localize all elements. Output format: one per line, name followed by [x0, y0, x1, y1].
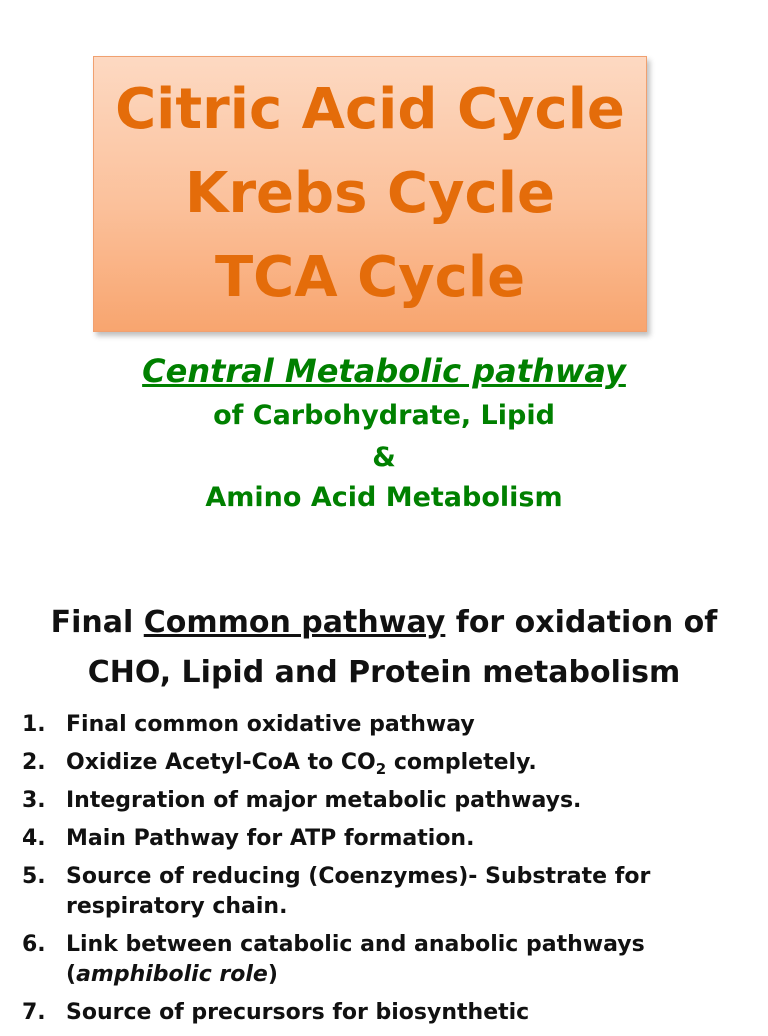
list-item — [22, 786, 762, 816]
list-text-part: Source of reducing (Coenzymes)- Substrate for — [66, 864, 651, 889]
list-item — [22, 824, 762, 854]
subtitle-ampersand: & — [372, 442, 396, 473]
list-number: 7. — [22, 1000, 46, 1025]
list-text-part: completely. — [386, 750, 537, 775]
heading-line-2: CHO, Lipid and Protein metabolism — [87, 655, 681, 690]
subtitle-line-2: of Carbohydrate, Lipid — [213, 400, 555, 431]
title-box — [93, 56, 647, 332]
list-text-part: Oxidize Acetyl-CoA to CO — [66, 750, 376, 775]
paren-close: ) — [267, 962, 278, 987]
list-item — [22, 710, 762, 740]
list-number: 5. — [22, 864, 46, 889]
list-item — [22, 748, 762, 778]
list-text: Final common oxidative pathway — [66, 712, 475, 737]
list-text — [66, 748, 762, 778]
list-number: 1. — [22, 712, 46, 737]
heading-underlined: Common pathway — [143, 605, 446, 640]
heading-pre: Final — [50, 605, 144, 640]
list-number: 6. — [22, 932, 46, 957]
list-number: 3. — [22, 788, 46, 813]
list-text-part: respiratory chain. — [66, 894, 288, 919]
subtitle-line-4: Amino Acid Metabolism — [205, 482, 563, 513]
list-text: Source of precursors for biosynthetic — [66, 1000, 530, 1025]
list-text — [66, 862, 762, 922]
list-number: 4. — [22, 826, 46, 851]
subtitle-main: Central Metabolic pathway — [142, 352, 626, 390]
title-line-3: TCA Cycle — [214, 245, 526, 310]
list-text: Main Pathway for ATP formation. — [66, 826, 475, 851]
paren-open: ( — [66, 962, 77, 987]
heading-post: for oxidation of — [445, 605, 718, 640]
numbered-list — [22, 710, 762, 1036]
heading-line-1 — [0, 598, 768, 648]
list-text — [66, 930, 762, 990]
title-line-1: Citric Acid Cycle — [115, 77, 625, 142]
list-item — [22, 930, 762, 990]
list-number: 2. — [22, 750, 46, 775]
title-line-2: Krebs Cycle — [185, 161, 555, 226]
emphasis: amphibolic role — [76, 962, 268, 987]
section-heading — [0, 598, 768, 698]
subscript: 2 — [375, 760, 387, 778]
list-item — [22, 862, 762, 922]
list-text-part: Link between catabolic and anabolic pathways — [66, 932, 645, 957]
list-text: Integration of major metabolic pathways. — [66, 788, 582, 813]
